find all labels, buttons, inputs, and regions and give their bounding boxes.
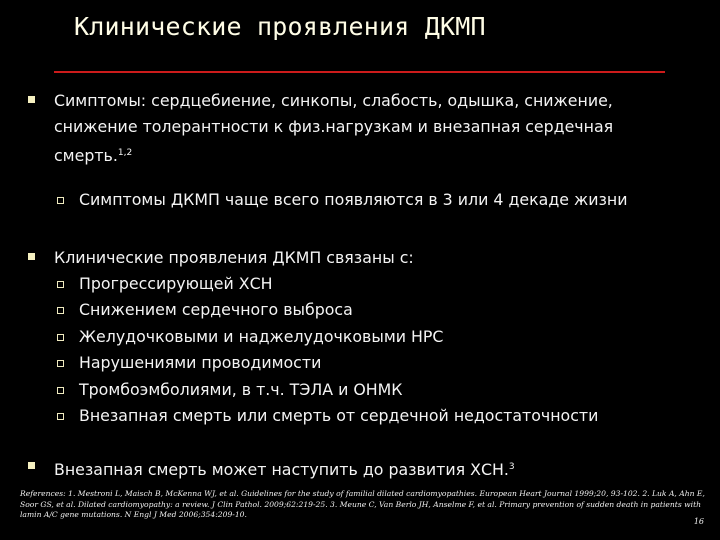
sub-bullet-icon bbox=[57, 197, 64, 204]
title-underline bbox=[54, 71, 665, 73]
bullet1-line2: снижение толерантности к физ.нагрузкам и внезапная сердечная bbox=[54, 117, 614, 136]
bullet1-citation: 1,2 bbox=[117, 148, 133, 158]
bullet-square-icon bbox=[28, 253, 35, 260]
bullet2-item: Внезапная смерть или смерть от сердечной недостаточности bbox=[79, 406, 599, 425]
page-number: 16 bbox=[693, 517, 704, 526]
sub-bullet-icon bbox=[57, 387, 64, 394]
bullet1-sub-item: Симптомы ДКМП чаще всего появляются в 3 или 4 декаде жизни bbox=[79, 190, 628, 209]
sub-bullet-icon bbox=[57, 413, 64, 420]
bullet2-item: Желудочковыми и наджелудочковыми НРС bbox=[79, 327, 444, 346]
bullet-square-icon bbox=[28, 96, 35, 103]
bullet2-item: Снижением сердечного выброса bbox=[79, 300, 353, 319]
references: References: 1. Mestroni L, Maisch B, McKenna WJ, et al. Guidelines for the study of familial dilated cardiomyopathies. European Heart Journal 1999;20, 93-102. 2. Luk A, Ahn E, Soor GS, et al. Dilated cardiomyopathy: a review. J Clin Pathol. 2009;62:219-25. 3. Meune C, Van Berlo JH, Anselme F, et al. Primary prevention of sudden death in patients with lamin A/C gene mutations. N Engl J Med 2006;354:209-10. bbox=[20, 489, 705, 519]
bullet1-line3 bbox=[54, 140, 132, 169]
bullet1-line3-text: смерть. bbox=[54, 146, 118, 165]
sub-bullet-icon bbox=[57, 281, 64, 288]
sub-bullet-icon bbox=[57, 360, 64, 367]
bullet3-text bbox=[54, 454, 515, 483]
slide-title: Клинические проявления ДКМП bbox=[74, 12, 486, 41]
bullet2-text: Клинические проявления ДКМП связаны с: bbox=[54, 248, 414, 267]
bullet2-item: Тромбоэмболиями, в т.ч. ТЭЛА и ОНМК bbox=[79, 380, 403, 399]
bullet1-line1: Симптомы: сердцебиение, синкопы, слабость, одышка, снижение, bbox=[54, 91, 613, 110]
sub-bullet-icon bbox=[57, 307, 64, 314]
bullet2-item: Нарушениями проводимости bbox=[79, 353, 322, 372]
bullet2-item: Прогрессирующей ХСН bbox=[79, 274, 273, 293]
bullet3-citation: 3 bbox=[508, 462, 515, 472]
bullet3-text-main: Внезапная смерть может наступить до развития ХСН. bbox=[54, 460, 509, 479]
bullet-square-icon bbox=[28, 462, 35, 469]
sub-bullet-icon bbox=[57, 334, 64, 341]
